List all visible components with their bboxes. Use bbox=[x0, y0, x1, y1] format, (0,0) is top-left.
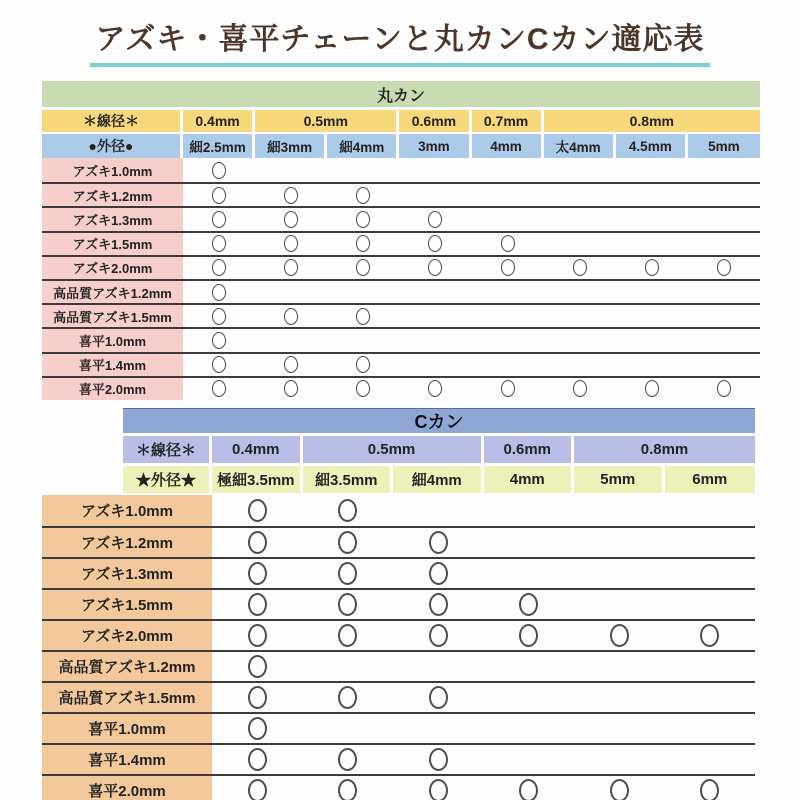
compat-cell bbox=[574, 776, 665, 800]
row-label: アズキ1.3mm bbox=[42, 559, 212, 588]
compat-cell bbox=[574, 714, 665, 743]
compat-cell bbox=[544, 329, 616, 351]
compat-cell bbox=[303, 621, 394, 650]
compat-cell bbox=[665, 621, 756, 650]
compat-cell bbox=[688, 329, 760, 351]
circle-mark-icon bbox=[212, 162, 226, 179]
column-header: 細2.5mm bbox=[183, 134, 255, 158]
compat-cell bbox=[183, 378, 255, 400]
circle-mark-icon bbox=[248, 717, 267, 740]
circle-mark-icon bbox=[212, 308, 226, 325]
compat-cell bbox=[616, 354, 688, 376]
page-title: アズキ・喜平チェーンと丸カンCカン適応表 bbox=[90, 14, 711, 67]
compat-cell bbox=[484, 652, 575, 681]
wire-diameter-value: 0.5mm bbox=[303, 436, 484, 463]
row-label: 高品質アズキ1.5mm bbox=[42, 305, 183, 327]
compat-cell bbox=[255, 378, 327, 400]
row-label: アズキ1.2mm bbox=[42, 184, 183, 206]
circle-mark-icon bbox=[212, 211, 226, 228]
compat-cell bbox=[665, 559, 756, 588]
row-label: 高品質アズキ1.5mm bbox=[42, 683, 212, 712]
row-label: 喜平1.4mm bbox=[42, 745, 212, 774]
circle-mark-icon bbox=[356, 211, 370, 228]
compat-cell bbox=[183, 257, 255, 279]
compat-cell bbox=[665, 590, 756, 619]
compat-cell bbox=[255, 158, 327, 182]
outer-diameter-row bbox=[42, 134, 760, 158]
compat-cell bbox=[212, 528, 303, 557]
circle-mark-icon bbox=[212, 284, 226, 301]
compat-cell bbox=[484, 559, 575, 588]
compat-cell bbox=[484, 776, 575, 800]
compat-cell bbox=[303, 495, 394, 526]
compat-cell bbox=[472, 184, 544, 206]
circle-mark-icon bbox=[429, 686, 448, 709]
circle-mark-icon bbox=[428, 211, 442, 228]
table-row bbox=[42, 495, 755, 526]
circle-mark-icon bbox=[700, 624, 719, 647]
circle-mark-icon bbox=[338, 624, 357, 647]
table-title-marukan: 丸カン bbox=[42, 81, 760, 107]
compat-cell bbox=[212, 776, 303, 800]
circle-mark-icon bbox=[248, 779, 267, 800]
circle-mark-icon bbox=[212, 259, 226, 276]
circle-mark-icon bbox=[645, 380, 659, 397]
outer-diameter-row bbox=[123, 466, 755, 493]
compat-cell bbox=[399, 305, 471, 327]
compat-cell bbox=[616, 233, 688, 255]
compat-cell bbox=[688, 281, 760, 303]
circle-mark-icon bbox=[338, 748, 357, 771]
compat-cell bbox=[212, 590, 303, 619]
compat-cell bbox=[393, 590, 484, 619]
wire-diameter-row bbox=[123, 436, 755, 463]
table-row bbox=[42, 526, 755, 557]
circle-mark-icon bbox=[356, 356, 370, 373]
circle-mark-icon bbox=[356, 259, 370, 276]
outer-diameter-label: ●外径● bbox=[42, 134, 183, 158]
compat-cell bbox=[399, 378, 471, 400]
compat-cell bbox=[183, 233, 255, 255]
circle-mark-icon bbox=[248, 531, 267, 554]
circle-mark-icon bbox=[284, 211, 298, 228]
column-header: 4mm bbox=[472, 134, 544, 158]
column-header: 細3.5mm bbox=[303, 466, 394, 493]
compat-cell bbox=[327, 257, 399, 279]
column-header: 4.5mm bbox=[616, 134, 688, 158]
wire-diameter-value: 0.7mm bbox=[472, 110, 544, 132]
compat-cell bbox=[183, 208, 255, 230]
table-row bbox=[42, 681, 755, 712]
compat-cell bbox=[303, 776, 394, 800]
compat-cell bbox=[327, 208, 399, 230]
row-label: 喜平2.0mm bbox=[42, 378, 183, 400]
circle-mark-icon bbox=[284, 259, 298, 276]
column-header: 太4mm bbox=[544, 134, 616, 158]
table-row bbox=[42, 279, 760, 303]
row-label: アズキ1.3mm bbox=[42, 208, 183, 230]
compat-cell bbox=[472, 354, 544, 376]
compat-cell bbox=[472, 378, 544, 400]
table-title-ckan: Cカン bbox=[123, 408, 755, 433]
row-label: アズキ1.5mm bbox=[42, 233, 183, 255]
circle-mark-icon bbox=[248, 593, 267, 616]
compat-cell bbox=[472, 158, 544, 182]
column-header: 4mm bbox=[484, 466, 575, 493]
table-row bbox=[42, 231, 760, 255]
compat-cell bbox=[616, 378, 688, 400]
compat-cell bbox=[688, 208, 760, 230]
table-row bbox=[42, 158, 760, 182]
compat-cell bbox=[212, 683, 303, 712]
compat-cell bbox=[484, 621, 575, 650]
compat-cell bbox=[574, 559, 665, 588]
compat-cell bbox=[303, 652, 394, 681]
compat-cell bbox=[544, 378, 616, 400]
compat-cell bbox=[484, 528, 575, 557]
compat-cell bbox=[665, 528, 756, 557]
table-row bbox=[42, 206, 760, 230]
compat-cell bbox=[393, 495, 484, 526]
compat-cell bbox=[399, 257, 471, 279]
table-row bbox=[42, 619, 755, 650]
wire-diameter-value: 0.5mm bbox=[255, 110, 399, 132]
compat-cell bbox=[544, 257, 616, 279]
circle-mark-icon bbox=[501, 235, 515, 252]
circle-mark-icon bbox=[356, 235, 370, 252]
compat-cell bbox=[399, 329, 471, 351]
table-row bbox=[42, 255, 760, 279]
wire-diameter-label: ＊線径＊ bbox=[123, 436, 212, 463]
circle-mark-icon bbox=[338, 779, 357, 800]
compat-cell bbox=[484, 683, 575, 712]
compat-cell bbox=[303, 590, 394, 619]
row-label: 高品質アズキ1.2mm bbox=[42, 281, 183, 303]
wire-diameter-value: 0.6mm bbox=[399, 110, 471, 132]
compat-cell bbox=[183, 281, 255, 303]
compat-cell bbox=[183, 354, 255, 376]
compat-cell bbox=[574, 745, 665, 774]
compat-cell bbox=[472, 208, 544, 230]
table-row bbox=[42, 588, 755, 619]
table-row bbox=[42, 303, 760, 327]
circle-mark-icon bbox=[519, 624, 538, 647]
wire-diameter-row bbox=[42, 110, 760, 132]
compat-cell bbox=[665, 745, 756, 774]
compat-cell bbox=[616, 329, 688, 351]
table-row bbox=[42, 743, 755, 774]
compat-cell bbox=[616, 281, 688, 303]
compat-cell bbox=[327, 354, 399, 376]
row-label: アズキ1.2mm bbox=[42, 528, 212, 557]
compat-cell bbox=[399, 184, 471, 206]
circle-mark-icon bbox=[248, 562, 267, 585]
table-row bbox=[42, 327, 760, 351]
compat-cell bbox=[574, 621, 665, 650]
table-row bbox=[42, 712, 755, 743]
circle-mark-icon bbox=[610, 779, 629, 800]
compat-cell bbox=[393, 559, 484, 588]
compat-cell bbox=[183, 184, 255, 206]
table-row bbox=[42, 352, 760, 376]
wire-diameter-value: 0.8mm bbox=[544, 110, 760, 132]
compat-cell bbox=[255, 354, 327, 376]
compat-cell bbox=[688, 184, 760, 206]
compat-cell bbox=[212, 745, 303, 774]
compat-cell bbox=[574, 528, 665, 557]
compat-cell bbox=[212, 621, 303, 650]
compat-cell bbox=[255, 184, 327, 206]
circle-mark-icon bbox=[338, 531, 357, 554]
row-label: 喜平1.0mm bbox=[42, 329, 183, 351]
wire-diameter-value: 0.6mm bbox=[484, 436, 575, 463]
compat-cell bbox=[484, 495, 575, 526]
circle-mark-icon bbox=[519, 779, 538, 800]
compat-cell bbox=[484, 590, 575, 619]
circle-mark-icon bbox=[717, 259, 731, 276]
circle-mark-icon bbox=[501, 380, 515, 397]
circle-mark-icon bbox=[212, 380, 226, 397]
compat-cell bbox=[255, 233, 327, 255]
compat-cell bbox=[327, 329, 399, 351]
row-label: 高品質アズキ1.2mm bbox=[42, 652, 212, 681]
circle-mark-icon bbox=[284, 187, 298, 204]
compat-cell bbox=[544, 184, 616, 206]
table-row bbox=[42, 774, 755, 800]
circle-mark-icon bbox=[338, 562, 357, 585]
column-header: 5mm bbox=[574, 466, 665, 493]
column-header: 細4mm bbox=[327, 134, 399, 158]
circle-mark-icon bbox=[356, 308, 370, 325]
compat-cell bbox=[303, 528, 394, 557]
circle-mark-icon bbox=[501, 259, 515, 276]
circle-mark-icon bbox=[429, 562, 448, 585]
circle-mark-icon bbox=[284, 235, 298, 252]
wire-diameter-value: 0.8mm bbox=[574, 436, 755, 463]
circle-mark-icon bbox=[338, 593, 357, 616]
compat-cell bbox=[255, 257, 327, 279]
compat-cell bbox=[183, 158, 255, 182]
row-label: アズキ2.0mm bbox=[42, 621, 212, 650]
compat-cell bbox=[616, 158, 688, 182]
circle-mark-icon bbox=[212, 235, 226, 252]
compat-cell bbox=[616, 305, 688, 327]
circle-mark-icon bbox=[284, 308, 298, 325]
table-row bbox=[42, 650, 755, 681]
compat-cell bbox=[212, 652, 303, 681]
row-label: 喜平1.0mm bbox=[42, 714, 212, 743]
row-label: 喜平1.4mm bbox=[42, 354, 183, 376]
table-row bbox=[42, 557, 755, 588]
circle-mark-icon bbox=[428, 235, 442, 252]
column-header: 細3mm bbox=[255, 134, 327, 158]
compat-cell bbox=[472, 281, 544, 303]
compat-cell bbox=[303, 683, 394, 712]
marukan-table bbox=[42, 81, 760, 400]
compat-cell bbox=[399, 354, 471, 376]
compat-cell bbox=[303, 714, 394, 743]
column-header: 極細3.5mm bbox=[212, 466, 303, 493]
compat-cell bbox=[472, 257, 544, 279]
compat-cell bbox=[574, 683, 665, 712]
compat-cell bbox=[183, 329, 255, 351]
column-header: 3mm bbox=[399, 134, 471, 158]
compat-cell bbox=[665, 714, 756, 743]
compat-cell bbox=[399, 233, 471, 255]
compat-cell bbox=[327, 305, 399, 327]
compat-cell bbox=[688, 257, 760, 279]
compat-cell bbox=[544, 354, 616, 376]
compat-cell bbox=[665, 495, 756, 526]
table-header-block bbox=[123, 408, 755, 493]
circle-mark-icon bbox=[356, 187, 370, 204]
wire-diameter-label: ＊線径＊ bbox=[42, 110, 183, 132]
compat-cell bbox=[472, 305, 544, 327]
compat-cell bbox=[393, 652, 484, 681]
circle-mark-icon bbox=[248, 624, 267, 647]
circle-mark-icon bbox=[284, 356, 298, 373]
compat-cell bbox=[327, 233, 399, 255]
page-title-wrap bbox=[0, 14, 800, 67]
circle-mark-icon bbox=[717, 380, 731, 397]
column-header: 細4mm bbox=[393, 466, 484, 493]
compat-cell bbox=[574, 590, 665, 619]
circle-mark-icon bbox=[429, 748, 448, 771]
compat-cell bbox=[255, 329, 327, 351]
circle-mark-icon bbox=[428, 259, 442, 276]
compat-cell bbox=[484, 745, 575, 774]
circle-mark-icon bbox=[284, 380, 298, 397]
circle-mark-icon bbox=[248, 748, 267, 771]
compat-cell bbox=[665, 683, 756, 712]
row-label: 喜平2.0mm bbox=[42, 776, 212, 800]
compat-cell bbox=[303, 559, 394, 588]
compat-cell bbox=[484, 714, 575, 743]
circle-mark-icon bbox=[248, 655, 267, 678]
circle-mark-icon bbox=[212, 187, 226, 204]
circle-mark-icon bbox=[338, 686, 357, 709]
wire-diameter-value: 0.4mm bbox=[212, 436, 303, 463]
outer-diameter-label: ★外径★ bbox=[123, 466, 212, 493]
compat-cell bbox=[665, 652, 756, 681]
circle-mark-icon bbox=[573, 380, 587, 397]
circle-mark-icon bbox=[356, 380, 370, 397]
compat-cell bbox=[327, 158, 399, 182]
table-body bbox=[42, 495, 755, 800]
column-header: 6mm bbox=[665, 466, 756, 493]
compat-cell bbox=[255, 208, 327, 230]
wire-diameter-value: 0.4mm bbox=[183, 110, 255, 132]
ckan-table bbox=[42, 408, 755, 800]
circle-mark-icon bbox=[212, 356, 226, 373]
compat-cell bbox=[616, 208, 688, 230]
compat-cell bbox=[544, 208, 616, 230]
compat-cell bbox=[399, 208, 471, 230]
compat-cell bbox=[544, 158, 616, 182]
circle-mark-icon bbox=[338, 499, 357, 522]
table-body bbox=[42, 158, 760, 400]
row-label: アズキ2.0mm bbox=[42, 257, 183, 279]
column-header: 5mm bbox=[688, 134, 760, 158]
compat-cell bbox=[393, 683, 484, 712]
circle-mark-icon bbox=[429, 531, 448, 554]
compat-cell bbox=[393, 745, 484, 774]
compat-cell bbox=[183, 305, 255, 327]
compat-cell bbox=[616, 257, 688, 279]
compat-cell bbox=[472, 233, 544, 255]
compat-cell bbox=[393, 776, 484, 800]
compat-cell bbox=[544, 281, 616, 303]
compat-cell bbox=[255, 305, 327, 327]
row-label: アズキ1.0mm bbox=[42, 158, 183, 182]
circle-mark-icon bbox=[428, 380, 442, 397]
compat-cell bbox=[688, 378, 760, 400]
circle-mark-icon bbox=[610, 624, 629, 647]
compat-cell bbox=[393, 714, 484, 743]
compat-cell bbox=[212, 559, 303, 588]
circle-mark-icon bbox=[519, 593, 538, 616]
circle-mark-icon bbox=[645, 259, 659, 276]
table-row bbox=[42, 376, 760, 400]
circle-mark-icon bbox=[429, 593, 448, 616]
compat-cell bbox=[544, 233, 616, 255]
compat-cell bbox=[688, 158, 760, 182]
row-label: アズキ1.0mm bbox=[42, 495, 212, 526]
circle-mark-icon bbox=[429, 779, 448, 800]
row-label: アズキ1.5mm bbox=[42, 590, 212, 619]
compat-cell bbox=[327, 281, 399, 303]
compat-cell bbox=[688, 233, 760, 255]
compat-cell bbox=[303, 745, 394, 774]
compat-cell bbox=[399, 281, 471, 303]
compat-cell bbox=[544, 305, 616, 327]
compat-cell bbox=[616, 184, 688, 206]
circle-mark-icon bbox=[429, 624, 448, 647]
compat-cell bbox=[393, 621, 484, 650]
compat-cell bbox=[399, 158, 471, 182]
circle-mark-icon bbox=[248, 686, 267, 709]
compat-cell bbox=[212, 714, 303, 743]
table-row bbox=[42, 182, 760, 206]
compat-cell bbox=[665, 776, 756, 800]
compat-cell bbox=[212, 495, 303, 526]
compat-cell bbox=[472, 329, 544, 351]
circle-mark-icon bbox=[700, 779, 719, 800]
compat-cell bbox=[327, 184, 399, 206]
compat-cell bbox=[688, 305, 760, 327]
compat-cell bbox=[255, 281, 327, 303]
compat-cell bbox=[327, 378, 399, 400]
circle-mark-icon bbox=[248, 499, 267, 522]
compat-cell bbox=[574, 652, 665, 681]
compat-cell bbox=[574, 495, 665, 526]
circle-mark-icon bbox=[212, 332, 226, 349]
compat-cell bbox=[393, 528, 484, 557]
circle-mark-icon bbox=[573, 259, 587, 276]
compat-cell bbox=[688, 354, 760, 376]
